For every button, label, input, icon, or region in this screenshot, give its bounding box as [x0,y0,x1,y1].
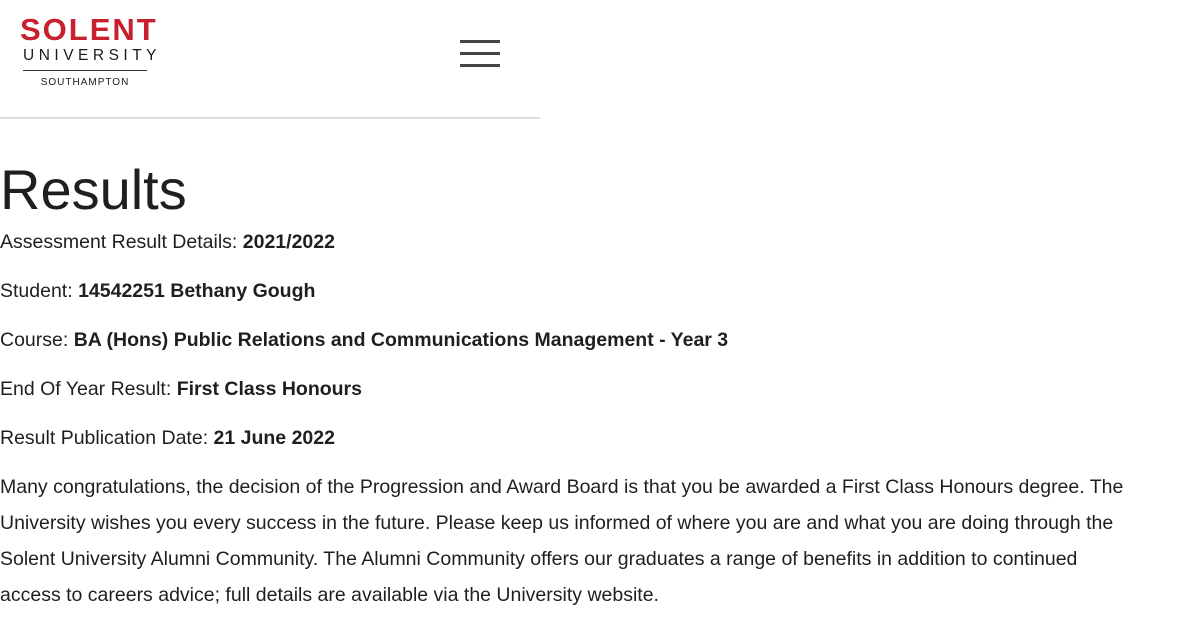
hamburger-menu-icon[interactable] [460,38,500,70]
logo-divider [23,70,147,71]
detail-value: First Class Honours [176,378,362,400]
detail-value: 2021/2022 [242,231,335,253]
result-publication-date [0,425,1200,451]
student-details [0,278,1200,304]
menu-bar [460,52,500,55]
message-line: University wishes you every success in the future. Please keep us informed of where you are and what you are doing through the [0,512,1114,534]
assessment-result-details [0,229,1200,255]
detail-label: Student: [0,280,79,302]
message-line: access to careers advice; full details are available via the University website. [0,584,659,606]
detail-label: End Of Year Result: [0,378,177,400]
course-details [0,327,1200,353]
detail-value: BA (Hons) Public Relations and Communications Management - Year 3 [73,329,729,351]
end-of-year-result [0,376,1200,402]
logo-wordmark-university: UNIVERSITY [23,47,162,64]
site-header [0,0,540,119]
logo-wordmark-solent: SOLENT [20,12,158,47]
page-title: Results [0,158,187,221]
message-line: Solent University Alumni Community. The Alumni Community offers our graduates a range of benefits in addition to continued [0,548,1078,570]
message-line: Many congratulations, the decision of the Progression and Award Board is that you be awarded a First Class Honours degree. The [0,476,1124,498]
menu-bar [460,64,500,67]
detail-value: 21 June 2022 [213,427,335,449]
logo-wordmark-southampton: SOUTHAMPTON [40,77,130,88]
detail-label: Assessment Result Details: [0,231,243,253]
solent-university-logo[interactable] [20,12,162,89]
results-content [0,152,1200,613]
detail-label: Course: [0,329,74,351]
detail-label: Result Publication Date: [0,427,214,449]
detail-value: 14542251 Bethany Gough [78,280,316,302]
congratulations-message [0,469,1200,613]
menu-bar [460,40,500,43]
